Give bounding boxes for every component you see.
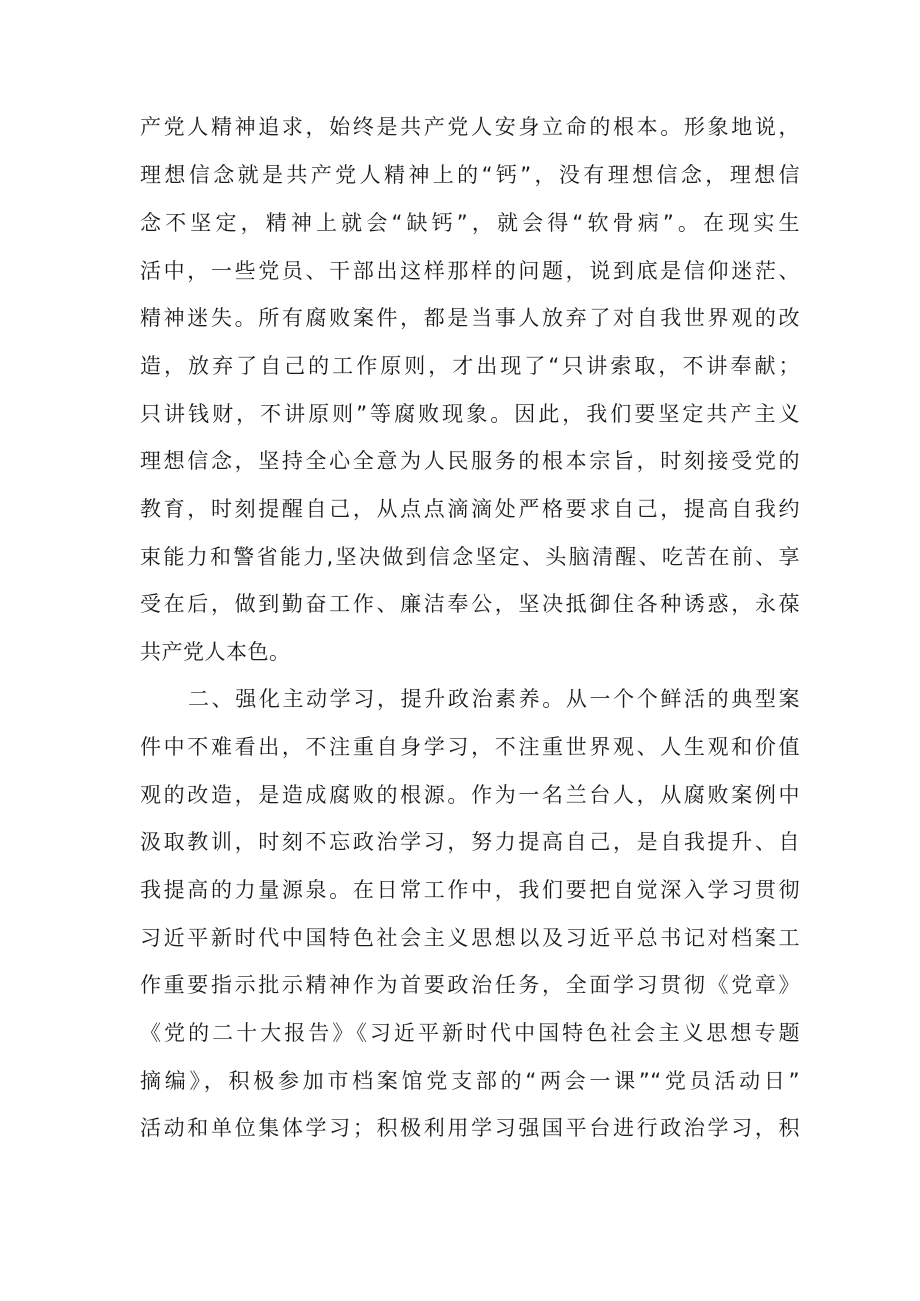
text-line: 束能力和警省能力,坚决做到信念坚定、头脑清醒、吃苦在前、享 [140,545,800,569]
text-line: 理想信念就是共产党人精神上的“钙”，没有理想信念，理想信 [140,163,800,187]
text-line: 汲取教训，时刻不忘政治学习，努力提高自己，是自我提升、自 [140,830,800,854]
text-line: 我提高的力量源泉。在日常工作中，我们要把自觉深入学习贯彻 [140,878,800,902]
text-line: 教育，时刻提醒自己，从点点滴滴处严格要求自己，提高自我约 [140,497,800,521]
text-line: 只讲钱财，不讲原则”等腐败现象。因此，我们要坚定共产主义 [140,402,800,426]
text-line: 理想信念，坚持全心全意为人民服务的根本宗旨，时刻接受党的 [140,449,800,473]
paragraph-heading-line: 二、强化主动学习，提升政治素养。从一个个鲜活的典型案 [188,687,800,711]
text-line: 念不坚定，精神上就会“缺钙”，就会得“软骨病”。在现实生 [140,211,800,235]
text-line: 观的改造，是造成腐败的根源。作为一名兰台人，从腐败案例中 [140,783,800,807]
text-line: 活中，一些党员、干部出这样那样的问题，说到底是信仰迷茫、 [140,259,800,283]
text-line: 受在后，做到勤奋工作、廉洁奉公，坚决抵御住各种诱惑，永葆 [140,592,800,616]
text-line: 习近平新时代中国特色社会主义思想以及习近平总书记对档案工 [140,926,800,950]
text-line: 件中不难看出，不注重自身学习，不注重世界观、人生观和价值 [140,735,800,759]
text-line: 摘编》，积极参加市档案馆党支部的“两会一课”“党员活动日” [140,1069,800,1093]
text-line: 《党的二十大报告》《习近平新时代中国特色社会主义思想专题 [140,1021,800,1045]
text-line: 精神迷失。所有腐败案件，都是当事人放弃了对自我世界观的改 [140,306,800,330]
text-line: 作重要指示批示精神作为首要政治任务，全面学习贯彻《党章》 [140,973,800,997]
text-line: 造，放弃了自己的工作原则，才出现了“只讲索取，不讲奉献； [140,354,800,378]
text-line: 活动和单位集体学习；积极利用学习强国平台进行政治学习，积 [140,1116,800,1140]
text-line: 产党人精神追求，始终是共产党人安身立命的根本。形象地说， [140,115,800,139]
text-line: 共产党人本色。 [140,640,291,664]
